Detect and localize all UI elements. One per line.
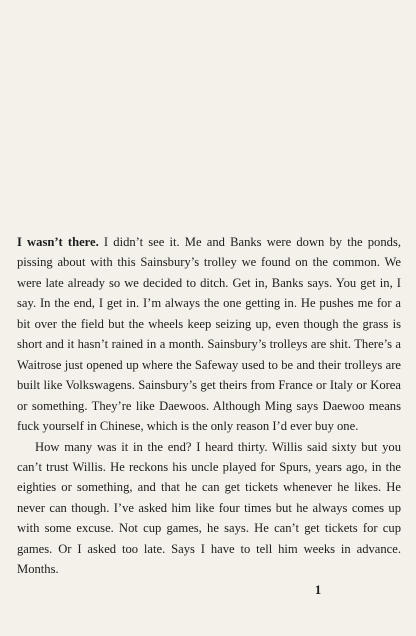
- page-number: 1: [314, 583, 322, 597]
- paragraph-1: [17, 232, 401, 437]
- paragraph-2: [17, 437, 401, 580]
- paragraph-1-text: I didn’t see it. Me and Banks were down by the ponds, pissing about with this Sainsbury’s trolley we found on the common. We were late already so we decided to ditch. Get in, Banks says. You get in, I say. In the end, I get in. I’m always the one getting in. He pushes me for a bit over the field but the wheels keep seizing up, even though the grass is short and it hasn’t rained in a month. Sainsbury’s trolleys are shit. There’s a Waitrose just opened up where the Safeway used to be and their trolleys are built like Volkswagens. Sainsbury’s get theirs from France or Italy or Korea or something. They’re like Daewoos. Although Ming says Daewoo means fuck yourself in Chinese, which is the only reason I’d ever buy one.: [17, 235, 401, 434]
- paragraph-2-text: How many was it in the end? I heard thirty. Willis said sixty but you can’t trust Willis. He reckons his uncle played for Spurs, years ago, in the eighties or something, and that he can get tickets whenever he likes. He never can though. I’ve asked him like four times but he always comes up with some excuse. Not cup games, he says. He can’t get tickets for cup games. Or I asked too late. Says I have to tell him weeks in advance. Months.: [17, 439, 401, 577]
- paragraph-1-lead: I wasn’t there.: [17, 235, 99, 249]
- body-text: [17, 232, 401, 580]
